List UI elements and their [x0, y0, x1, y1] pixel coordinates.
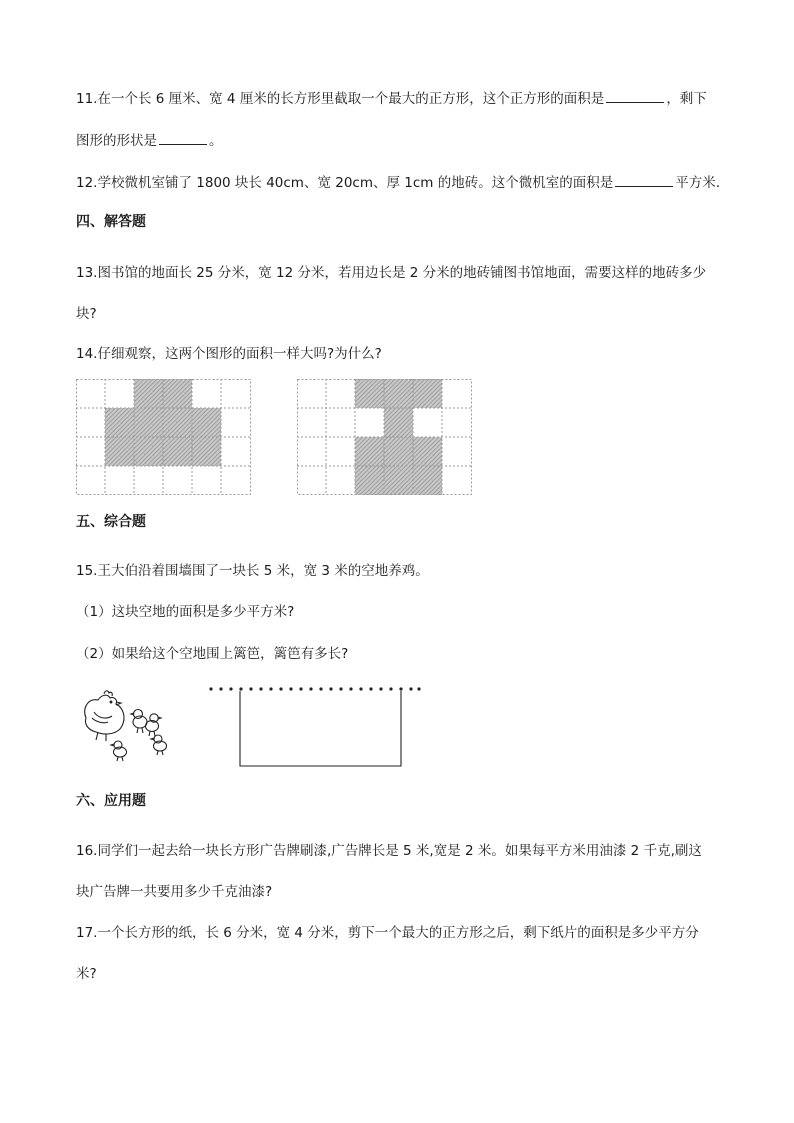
- q12-unit: 平方米.: [675, 175, 721, 191]
- q12-line: [76, 173, 720, 192]
- q17-line2: 米?: [76, 966, 97, 982]
- q16-line2: 块广告牌一共要用多少千克油漆?: [76, 884, 273, 900]
- q11-text: 11.在一个长 6 厘米、宽 4 厘米的长方形里截取一个最大的正方形，这个正方形的面积是: [76, 91, 605, 107]
- q11-line2: [76, 131, 223, 150]
- enclosure-diagram: [207, 683, 427, 773]
- q16-line1: 16.同学们一起去给一块长方形广告牌刷漆,广告牌长是 5 米,宽是 2 米。如果每平方米用油漆 2 千克,刷这: [76, 843, 702, 859]
- q14-figure-right: [297, 379, 473, 495]
- q11-line2-text: 图形的形状是: [76, 133, 157, 149]
- q12-answer-blank[interactable]: [615, 173, 673, 187]
- q13-line2: 块?: [76, 306, 97, 322]
- q11-line1: [76, 89, 707, 108]
- q15-sub2: （2）如果给这个空地围上篱笆，篱笆有多长?: [76, 646, 349, 662]
- q14-figure-left: [76, 379, 252, 495]
- chicken-illustration: [78, 688, 174, 764]
- q11-text-tail: ，剩下: [666, 91, 707, 107]
- section-5-heading: 五、综合题: [76, 514, 146, 530]
- q11-answer-blank-1[interactable]: [606, 89, 664, 103]
- wall-dotted-line: [209, 687, 420, 690]
- section-6-heading: 六、应用题: [76, 793, 146, 809]
- section-4-heading: 四、解答题: [76, 214, 146, 230]
- q11-line2-end: 。: [209, 133, 223, 149]
- q14-text: 14.仔细观察，这两个图形的面积一样大吗?为什么?: [76, 346, 382, 362]
- q12-text: 12.学校微机室铺了 1800 块长 40cm、宽 20cm、厚 1cm 的地砖。这个微机室的面积是: [76, 175, 614, 191]
- q15-sub1: （1）这块空地的面积是多少平方米?: [76, 604, 295, 620]
- q17-line1: 17.一个长方形的纸，长 6 分米，宽 4 分米，剪下一个最大的正方形之后，剩下纸片的面积是多少平方分: [76, 925, 699, 941]
- q15-text: 15.王大伯沿着围墙围了一块长 5 米，宽 3 米的空地养鸡。: [76, 563, 429, 579]
- enclosure-rectangle: [240, 691, 401, 766]
- q11-answer-blank-2[interactable]: [159, 131, 207, 145]
- q13-line1: 13.图书馆的地面长 25 分米，宽 12 分米，若用边长是 2 分米的地砖铺图书馆地面，需要这样的地砖多少: [76, 265, 707, 281]
